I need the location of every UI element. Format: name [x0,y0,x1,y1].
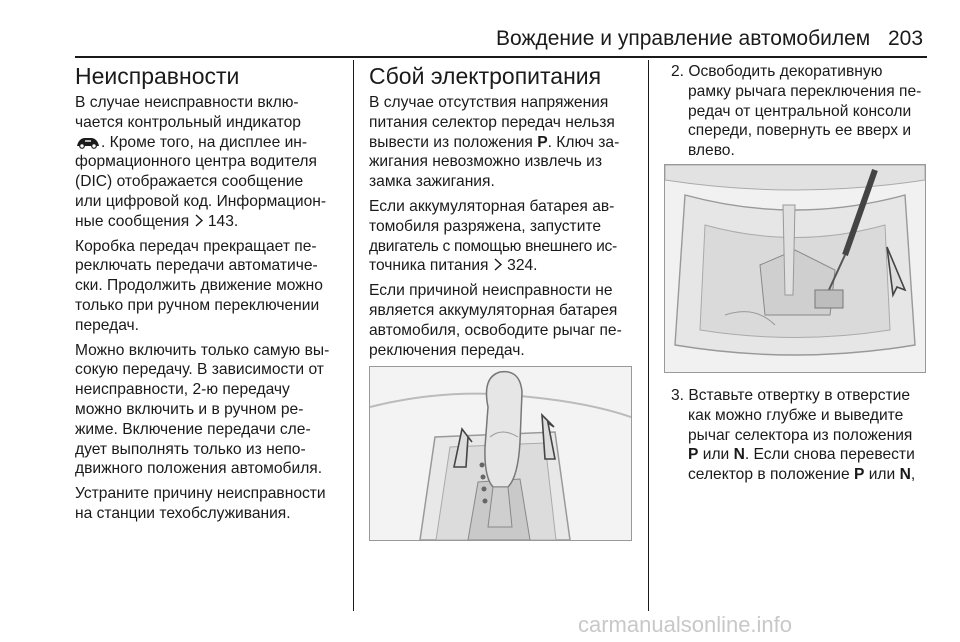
column-power-failure [369,62,641,390]
page-number: 203 [888,27,924,50]
malfunction-paragraph-4: Устраните причину неисправности на станции техобслуживания. [75,485,326,522]
column-malfunctions [75,62,347,529]
page-header-title: Вождение и управление автомобилем [496,27,871,50]
power-failure-paragraph-1: В случае отсутствия напряжения питания селектор передач нельзя вывести из положения P. Ключ за- жигания невозможно извлечь из замка зажигания. [369,94,620,191]
malfunction-paragraph-2: Коробка передач прекращает пе- реключать передачи автоматиче- ски. Продолжить движение можно только при ручном переключении передач. [75,237,323,334]
step-3: 3. Вставьте отвертку в отверстие как можно глубже и выведите рычаг селектора из положения P или N. Если снова перевести селектор в положение P или N, [671,387,916,484]
page-reference-arrow-icon [493,258,503,271]
console-screwdriver-illustration [664,164,926,373]
power-failure-paragraph-3: Если причиной неисправности не является аккумуляторная батарея автомобиля, освободите рычаг пе- реключения передач. [369,282,622,359]
column-divider-1 [353,60,354,611]
malfunction-paragraph-1: В случае неисправности вклю- чается контрольный индикатор . Кроме того, на дисплее ин- формационного центра водителя (DIC) отображается сообщение или цифровой код. Информацион- ные сообщения 143. [75,94,327,230]
column-steps [664,62,954,166]
page-reference-arrow-icon [194,214,204,227]
malfunction-paragraph-3: Можно включить только самую вы- сокую передачу. В зависимости от неисправности, 2-ю передачу можно включить и в ручном ре- жиме. Включение передачи сле- дует выполнять только из непо- движного положения автомобиля. [75,341,330,478]
section-heading-malfunctions: Неисправности [75,63,240,89]
header-divider [75,56,927,58]
gear-selector-illustration [369,366,632,541]
power-failure-paragraph-2: Если аккумуляторная батарея ав- томобиля разряжена, запустите двигатель с помощью внешнего ис- точника питания 324. [369,197,617,275]
footer-watermark: carmanualsonline.info [578,612,793,637]
gear-selector-drawing [370,367,631,540]
column-divider-2 [648,60,649,611]
step-2: 2. Освободить декоративную рамку рычага переключения пе- редач от центральной консоли спереди, повернуть ее вверх и влево. [671,63,922,160]
column-steps-continued [664,386,954,490]
console-drawing [665,165,925,372]
section-heading-power-failure: Сбой электропитания [369,63,602,89]
transmission-indicator-icon [75,135,101,149]
